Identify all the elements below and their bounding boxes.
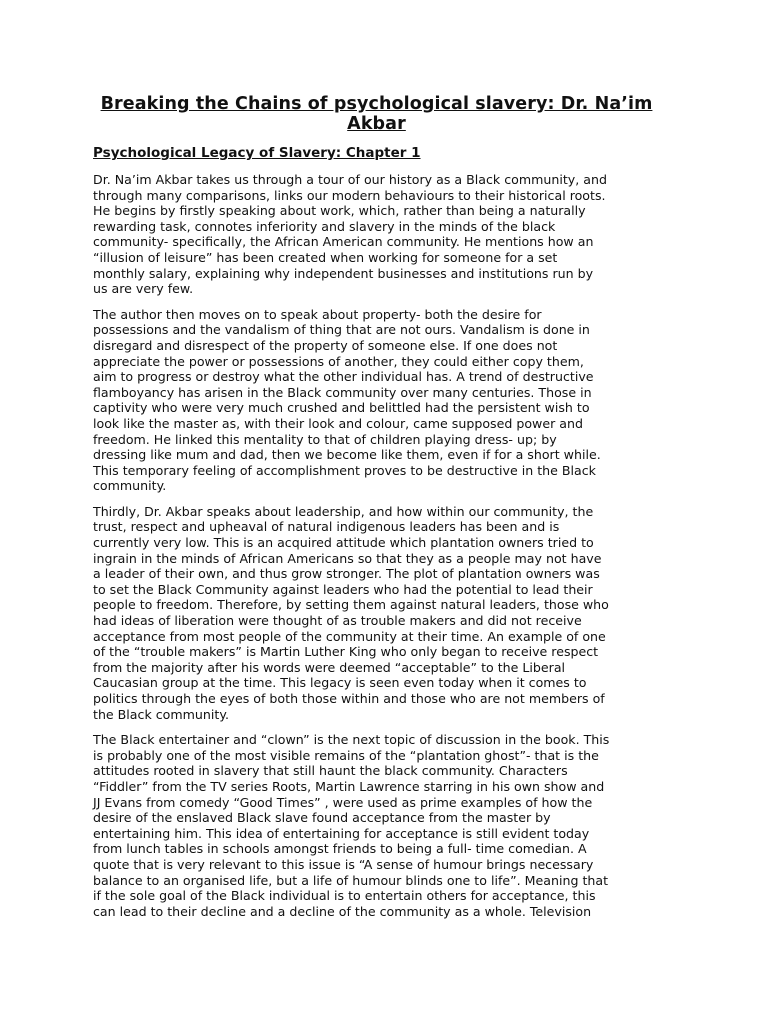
- text-line: balance to an organised life, but a life of humour blinds one to life”. Meaning that: [93, 872, 609, 888]
- text-line: quote that is very relevant to this issue is “A sense of humour brings necessary: [93, 856, 594, 872]
- text-line: disregard and disrespect of the property of someone else. If one does not: [93, 337, 558, 353]
- text-line: of the “trouble makers” is Martin Luther King who only began to receive respect: [93, 644, 599, 660]
- text-line: look like the master as, with their look and colour, came supposed power and: [93, 415, 583, 431]
- text-line: from the majority after his words were deemed “acceptable” to the Liberal: [93, 659, 566, 675]
- text-line: attitudes rooted in slavery that still haunt the black community. Characters: [93, 763, 568, 779]
- title-line: Breaking the Chains of psychological slavery: Dr. Na’im: [100, 94, 653, 114]
- text-line: people to freedom. Therefore, by setting them against natural leaders, those who: [93, 597, 609, 613]
- text-line: The author then moves on to speak about property- both the desire for: [93, 306, 542, 322]
- chapter-heading: Psychological Legacy of Slavery: Chapter 1: [93, 145, 421, 161]
- text-line: aim to progress or destroy what the other individual has. A trend of destructive: [93, 369, 594, 385]
- text-line: is probably one of the most visible remains of the “plantation ghost”- that is the: [93, 747, 599, 763]
- text-line: can lead to their decline and a decline of the community as a whole. Television: [93, 903, 592, 919]
- text-line: flamboyancy has arisen in the Black community over many centuries. Those in: [93, 384, 592, 400]
- text-line: a leader of their own, and thus grow stronger. The plot of plantation owners was: [93, 566, 600, 582]
- text-line: The Black entertainer and “clown” is the next topic of discussion in the book. This: [93, 732, 610, 748]
- text-line: if the sole goal of the Black individual is to entertain others for acceptance, this: [93, 888, 596, 904]
- text-line: “illusion of leisure” has been created when working for someone for a set: [93, 249, 558, 265]
- text-line: captivity who were very much crushed and belittled had the persistent wish to: [93, 400, 590, 416]
- text-line: us are very few.: [93, 281, 194, 297]
- text-line: monthly salary, explaining why independent businesses and institutions run by: [93, 265, 594, 281]
- text-line: community.: [93, 478, 167, 494]
- text-line: had ideas of liberation were thought of as trouble makers and did not receive: [93, 613, 582, 629]
- paragraph-property: [93, 307, 660, 494]
- text-line: from lunch tables in schools amongst friends to being a full- time comedian. A: [93, 841, 587, 857]
- text-line: entertaining him. This idea of entertaining for acceptance is still evident today: [93, 825, 590, 841]
- text-line: This temporary feeling of accomplishment proves to be destructive in the Black: [93, 462, 596, 478]
- text-line: ingrain in the minds of African Americans so that they as a people may not have: [93, 550, 602, 566]
- text-line: dressing like mum and dad, then we become like them, even if for a short while.: [93, 447, 601, 463]
- paragraph-leadership: [93, 504, 660, 722]
- text-line: appreciate the power or possessions of another, they could either copy them,: [93, 353, 584, 369]
- text-line: freedom. He linked this mentality to that of children playing dress- up; by: [93, 431, 557, 447]
- text-line: the Black community.: [93, 706, 229, 722]
- text-line: JJ Evans from comedy “Good Times” , were used as prime examples of how the: [93, 794, 593, 810]
- paragraph-work: [93, 172, 660, 297]
- document-title: [93, 94, 660, 134]
- text-line: currently very low. This is an acquired attitude which plantation owners tried to: [93, 535, 594, 551]
- text-line: “Fiddler” from the TV series Roots, Martin Lawrence starring in his own show and: [93, 778, 605, 794]
- text-line: to set the Black Community against leaders who had the potential to lead their: [93, 581, 593, 597]
- text-line: through many comparisons, links our modern behaviours to their historical roots.: [93, 187, 606, 203]
- text-line: Dr. Na’im Akbar takes us through a tour of our history as a Black community, and: [93, 172, 607, 187]
- text-line: rewarding task, connotes inferiority and slavery in the minds of the black: [93, 218, 556, 234]
- text-line: acceptance from most people of the community at their time. An example of one: [93, 628, 606, 644]
- title-line: Akbar: [347, 114, 406, 134]
- text-line: Caucasian group at the time. This legacy is seen even today when it comes to: [93, 675, 587, 691]
- text-line: trust, respect and upheaval of natural indigenous leaders has been and is: [93, 519, 560, 535]
- text-line: Thirdly, Dr. Akbar speaks about leadership, and how within our community, the: [93, 503, 594, 519]
- text-line: He begins by firstly speaking about work, which, rather than being a naturally: [93, 203, 586, 219]
- text-line: politics through the eyes of both those within and those who are not members of: [93, 691, 605, 706]
- text-line: possessions and the vandalism of thing that are not ours. Vandalism is done in: [93, 322, 590, 338]
- paragraph-entertainer: [93, 732, 660, 919]
- text-line: desire of the enslaved Black slave found acceptance from the master by: [93, 810, 551, 826]
- text-line: community- specifically, the African American community. He mentions how an: [93, 234, 594, 250]
